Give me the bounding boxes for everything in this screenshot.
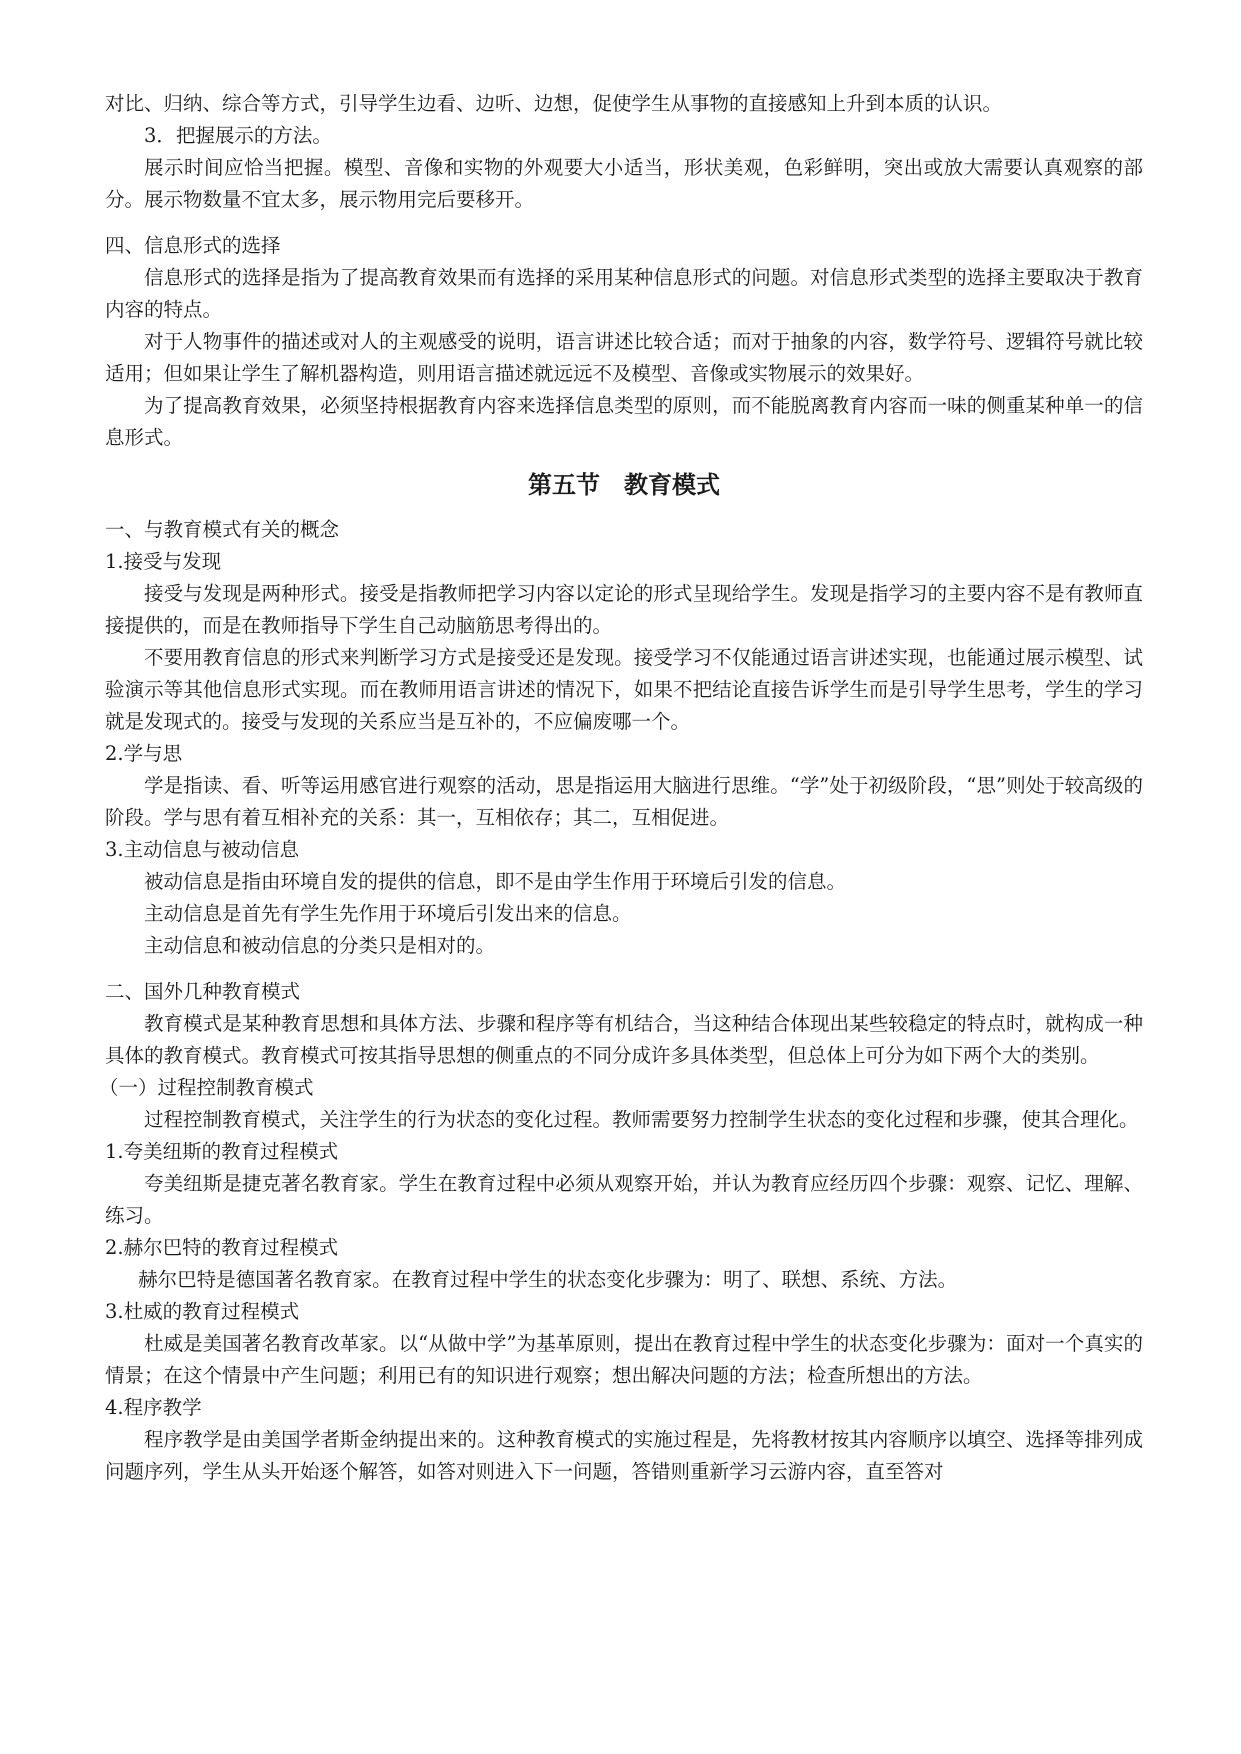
subheading-process-control: （一）过程控制教育模式 (99, 1076, 314, 1099)
paragraph-info-form-examples: 对于人物事件的描述或对人的主观感受的说明，语言讲述比较合适；而对于抽象的内容，数学符号、逻辑符号就比较适用；但如果让学生了解机器构造，则用语言描述就远远不及模型、音像或实物展示的效果好。 (105, 330, 1143, 385)
paragraph-display-time: 展示时间应恰当把握。模型、音像和实物的外观要大小适当，形状美观，色彩鲜明，突出或放大需要认真观察的部分。展示物数量不宜太多，展示物用完后要移开。 (105, 156, 1143, 211)
paragraph-relative-classification: 主动信息和被动信息的分类只是相对的。 (144, 934, 496, 957)
subheading-learn-think: 2.学与思 (105, 742, 183, 765)
heading-concepts: 一、与教育模式有关的概念 (105, 518, 340, 541)
paragraph-comenius: 夸美纽斯是捷克著名教育家。学生在教育过程中必须从观察开始，并认为教育应经历四个步骤：观察、记忆、理解、练习。 (105, 1172, 1143, 1227)
paragraph-herbart: 赫尔巴特是德国著名教育家。在教育过程中学生的状态变化步骤为：明了、联想、系统、方法。 (138, 1268, 958, 1291)
document-page (99, 88, 1143, 1488)
section-number: 第五节 (528, 471, 600, 499)
paragraph-learn-think: 学是指读、看、听等运用感官进行观察的活动，思是指运用大脑进行思维。“学”处于初级阶段，“思”则处于较高级的阶段。学与思有着互相补充的关系：其一，互相依存；其二，互相促进。 (105, 774, 1143, 829)
section-name: 教育模式 (624, 471, 720, 499)
paragraph-passive-info: 被动信息是指由环境自发的提供的信息，即不是由学生作用于环境后引发的信息。 (144, 870, 847, 893)
subheading-programmed-instruction: 4.程序教学 (105, 1396, 202, 1419)
heading-foreign-models: 二、国外几种教育模式 (105, 980, 301, 1003)
subheading-herbart: 2.赫尔巴特的教育过程模式 (105, 1236, 339, 1259)
heading-info-form-selection: 四、信息形式的选择 (105, 234, 281, 257)
subheading-accept-discover: 1.接受与发现 (105, 550, 222, 573)
subheading-display-method: 3．把握展示的方法。 (144, 124, 332, 147)
paragraph-dewey: 杜威是美国著名教育改革家。以“从做中学”为基革原则，提出在教育过程中学生的状态变化步骤为：面对一个真实的情景；在这个情景中产生问题；利用已有的知识进行观察；想出解决问题的方法；检查所想出的方法。 (105, 1332, 1143, 1387)
subheading-active-passive: 3.主动信息与被动信息 (105, 838, 300, 861)
paragraph-continuation: 对比、归纳、综合等方式，引导学生边看、边听、边想，促使学生从事物的直接感知上升到本质的认识。 (105, 92, 1003, 115)
paragraph-model-definition: 教育模式是某种教育思想和具体方法、步骤和程序等有机结合，当这种结合体现出某些较稳定的特点时，就构成一种具体的教育模式。教育模式可按其指导思想的侧重点的不同分成许多具体类型，但总体上可分为如下两个大的类别。 (105, 1012, 1143, 1067)
paragraph-info-form-definition: 信息形式的选择是指为了提高教育效果而有选择的采用某种信息形式的问题。对信息形式类型的选择主要取决于教育内容的特点。 (105, 266, 1143, 321)
paragraph-info-form-principle: 为了提高教育效果，必须坚持根据教育内容来选择信息类型的原则，而不能脱离教育内容而一味的侧重某种单一的信息形式。 (105, 394, 1143, 449)
paragraph-active-info: 主动信息是首先有学生先作用于环境后引发出来的信息。 (144, 902, 632, 925)
paragraph-accept-discover-relation: 不要用教育信息的形式来判断学习方式是接受还是发现。接受学习不仅能通过语言讲述实现，也能通过展示模型、试验演示等其他信息形式实现。而在教师用语言讲述的情况下，如果不把结论直接告诉学生而是引导学生思考，学生的学习就是发现式的。接受与发现的关系应当是互补的，不应偏废哪一个。 (105, 646, 1143, 733)
subheading-dewey: 3.杜威的教育过程模式 (105, 1300, 300, 1323)
paragraph-programmed-instruction: 程序教学是由美国学者斯金纳提出来的。这种教育模式的实施过程是，先将教材按其内容顺序以填空、选择等排列成问题序列，学生从头开始逐个解答，如答对则进入下一问题，答错则重新学习云游内容，直至答对 (105, 1428, 1143, 1483)
subheading-comenius: 1.夸美纽斯的教育过程模式 (105, 1140, 339, 1163)
paragraph-accept-discover-def: 接受与发现是两种形式。接受是指教师把学习内容以定论的形式呈现给学生。发现是指学习的主要内容不是有教师直接提供的，而是在教师指导下学生自己动脑筋思考得出的。 (105, 582, 1143, 637)
paragraph-process-control: 过程控制教育模式，关注学生的行为状态的变化过程。教师需要努力控制学生状态的变化过程和步骤，使其合理化。 (144, 1108, 1139, 1131)
section-title (105, 466, 1143, 504)
